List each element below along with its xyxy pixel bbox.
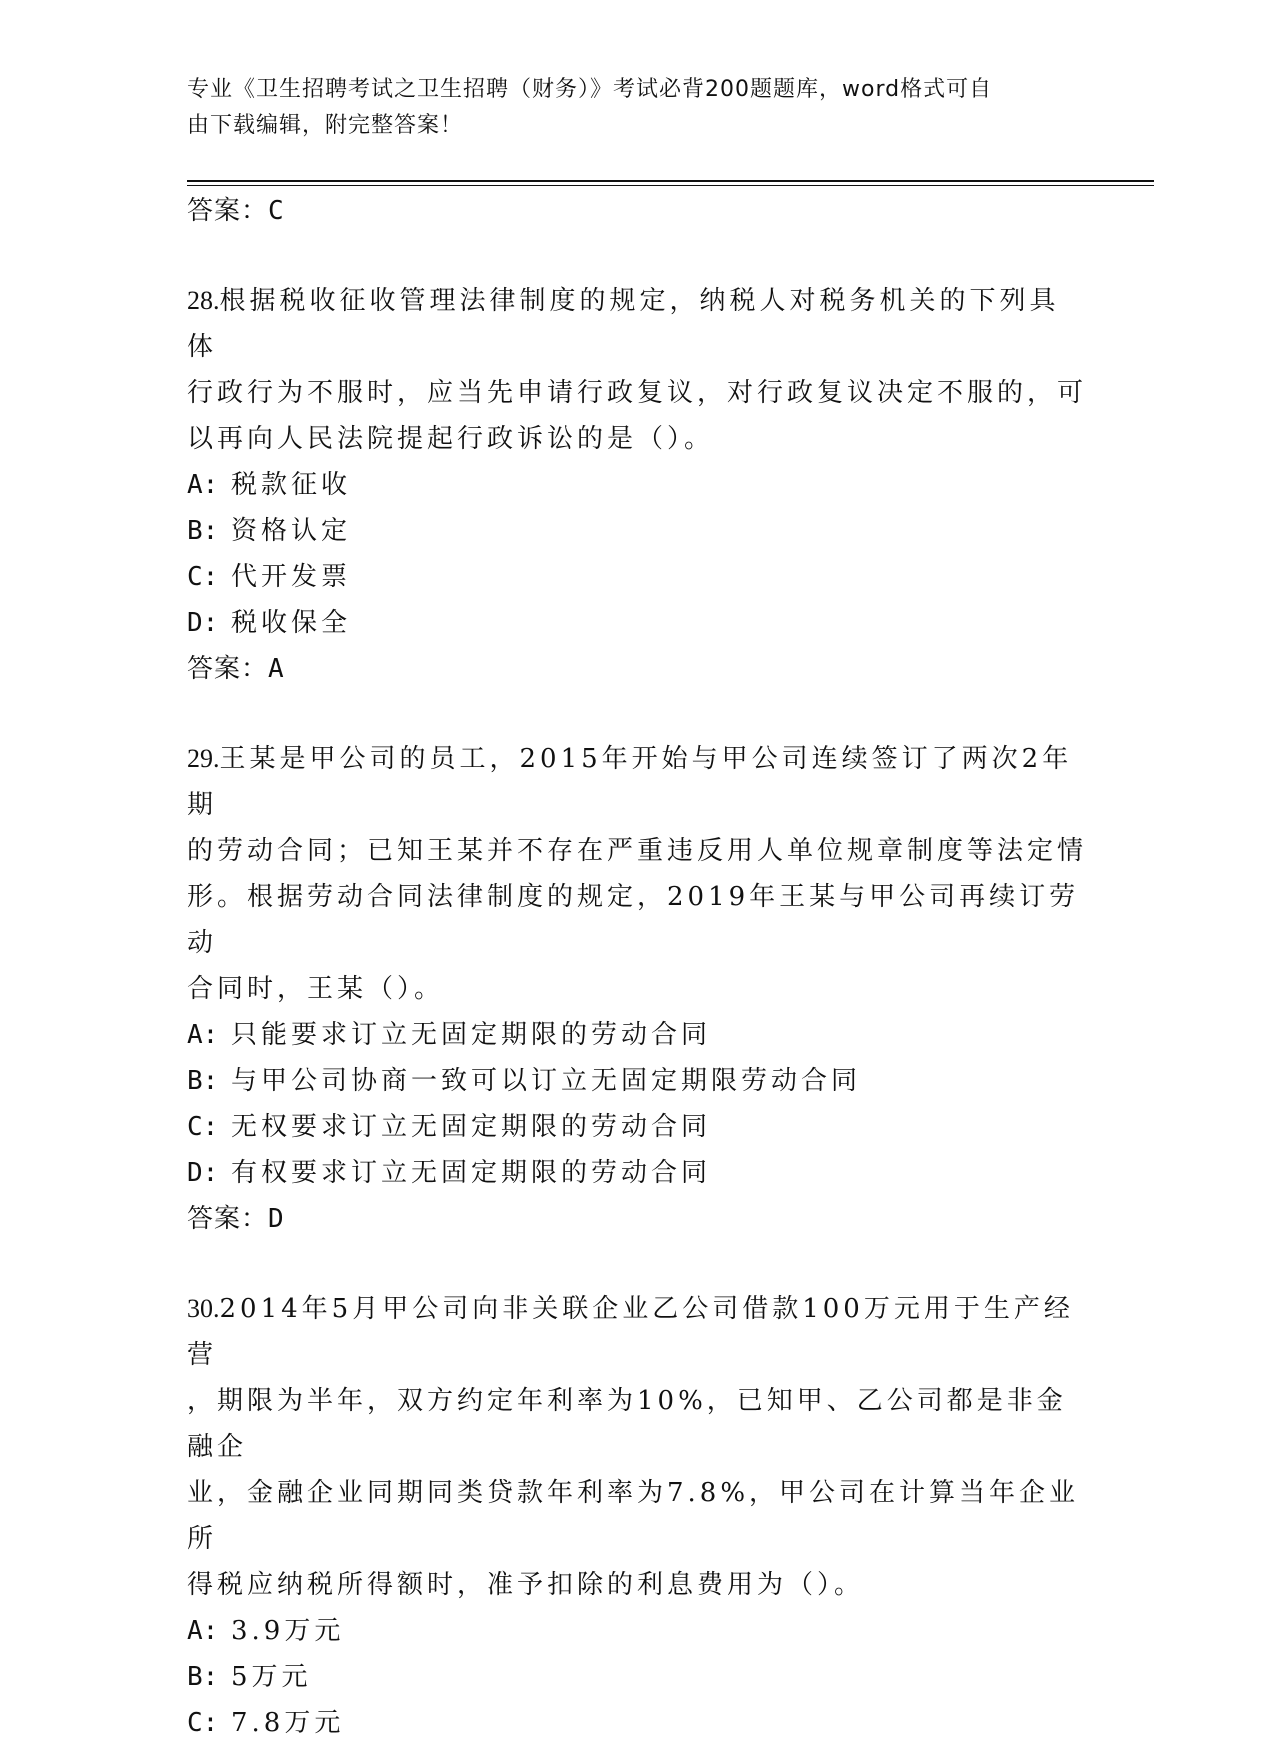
option-b [187,1654,1087,1700]
option-text: 资格认定 [231,516,352,546]
question-28 [187,278,1087,692]
option-letter: C: [187,1112,219,1142]
header-line-2: 由下载编辑，附完整答案！ [187,113,464,138]
option-a [187,1012,1087,1058]
option-text: 无权要求订立无固定期限的劳动合同 [231,1112,712,1142]
option-letter: D: [187,608,219,638]
option-text: 与甲公司协商一致可以订立无固定期限劳动合同 [231,1066,862,1096]
option-letter: C: [187,562,219,592]
question-text [187,278,1087,462]
option-text: 3.9万元 [231,1616,345,1646]
question-line: 的劳动合同；已知王某并不存在严重违反用人单位规章制度等法定情 [187,836,1088,866]
option-letter: A: [187,1020,219,1050]
answer-value: C [268,196,285,226]
answer-29 [187,1196,1087,1242]
question-line: 以再向人民法院提起行政诉讼的是（）。 [187,424,715,454]
question-number: 28. [187,286,220,315]
question-line: ，期限为半年，双方约定年利率为10%，已知甲、乙公司都是非金融企 [187,1386,1067,1462]
question-line: 形。根据劳动合同法律制度的规定，2019年王某与甲公司再续订劳动 [187,882,1080,958]
option-a [187,1608,1087,1654]
question-text [187,1286,1087,1608]
answer-prev [187,188,1087,234]
question-line: 合同时，王某（）。 [187,974,445,1004]
option-letter: A: [187,470,219,500]
option-a [187,462,1087,508]
option-text: 税款征收 [231,470,352,500]
option-text: 只能要求订立无固定期限的劳动合同 [231,1020,712,1050]
option-c [187,554,1087,600]
question-line: 行政行为不服时，应当先申请行政复议，对行政复议决定不服的，可 [187,378,1088,408]
header-line-1: 专业《卫生招聘考试之卫生招聘（财务）》考试必背200题题库，word格式可自 [187,77,993,102]
question-line: 30.2014年5月甲公司向非关联企业乙公司借款100万元用于生产经营 [187,1294,1074,1370]
option-b [187,508,1087,554]
option-letter: C: [187,1708,219,1738]
option-text: 有权要求订立无固定期限的劳动合同 [231,1158,712,1188]
option-text: 代开发票 [231,562,352,592]
question-line: 业，金融企业同期同类贷款年利率为7.8%，甲公司在计算当年企业所 [187,1478,1080,1554]
question-30 [187,1286,1087,1746]
document-body [187,188,1087,1746]
answer-28 [187,646,1087,692]
option-c [187,1104,1087,1150]
header-divider-thin [187,185,1154,186]
question-number: 29. [187,744,220,773]
option-letter: B: [187,1066,219,1096]
option-text: 5万元 [231,1662,312,1692]
answer-label: 答案： [187,654,269,684]
document-header [187,72,1087,144]
question-text [187,736,1087,1012]
option-b [187,1058,1087,1104]
answer-value: D [268,1204,285,1234]
question-number: 30. [187,1294,220,1323]
question-line: 29.王某是甲公司的员工，2015年开始与甲公司连续签订了两次2年期 [187,744,1073,820]
answer-value: A [268,654,285,684]
answer-label: 答案： [187,1204,269,1234]
option-letter: D: [187,1158,219,1188]
question-29 [187,736,1087,1242]
option-text: 税收保全 [231,608,352,638]
question-line: 28.根据税收征收管理法律制度的规定，纳税人对税务机关的下列具体 [187,286,1060,362]
option-letter: B: [187,516,219,546]
question-line: 得税应纳税所得额时，准予扣除的利息费用为（）。 [187,1570,865,1600]
option-letter: B: [187,1662,219,1692]
option-d [187,1150,1087,1196]
option-letter: A: [187,1616,219,1646]
answer-label: 答案： [187,196,269,226]
option-c [187,1700,1087,1746]
option-d [187,600,1087,646]
header-divider-thick [187,180,1154,182]
option-text: 7.8万元 [231,1708,345,1738]
